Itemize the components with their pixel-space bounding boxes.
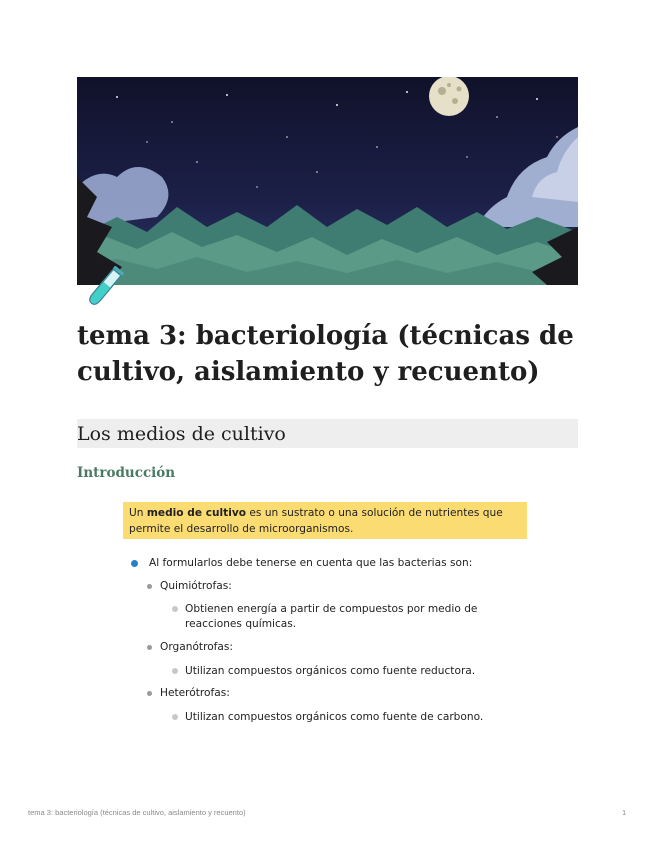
bullet-icon (172, 606, 178, 612)
list-item-label: Organótrofas: (160, 641, 233, 653)
section-heading: Los medios de cultivo (77, 423, 286, 445)
list-intro: Al formularlos debe tenerse en cuenta que las bacterias son: (149, 557, 473, 569)
bullet-icon (172, 668, 178, 674)
bullet-icon (147, 584, 152, 589)
list-item-label: Quimiótrofas: (160, 580, 232, 592)
bullet-icon (147, 691, 152, 696)
list-item-detail: Obtienen energía a partir de compuestos por medio de reacciones químicas. (185, 603, 478, 630)
subsection-heading: Introducción (77, 465, 176, 481)
callout-bold-term: medio de cultivo (146, 507, 247, 519)
callout-text: es un sustrato o una solución de nutrientes que permite el desarrollo de microorganismos. (129, 507, 503, 535)
test-tube-icon (80, 262, 130, 312)
page-title: tema 3: bacteriología (técnicas de cultivo, aislamiento y recuento) (77, 321, 574, 387)
list-item-detail: Utilizan compuestos orgánicos como fuente de carbono. (185, 711, 484, 723)
bullet-icon (172, 714, 178, 720)
footer-page-number: 1 (622, 808, 627, 817)
bullet-icon (131, 560, 138, 567)
callout-prefix: Un (129, 507, 147, 519)
list-item-label: Heterótrofas: (160, 687, 230, 699)
bullet-icon (147, 645, 152, 650)
list-item-detail: Utilizan compuestos orgánicos como fuente reductora. (185, 665, 476, 677)
footer-document-title: tema 3: bacteriología (técnicas de cultivo, aislamiento y recuento) (28, 808, 246, 817)
cover-banner-image (77, 77, 578, 285)
definition-callout (123, 502, 527, 539)
